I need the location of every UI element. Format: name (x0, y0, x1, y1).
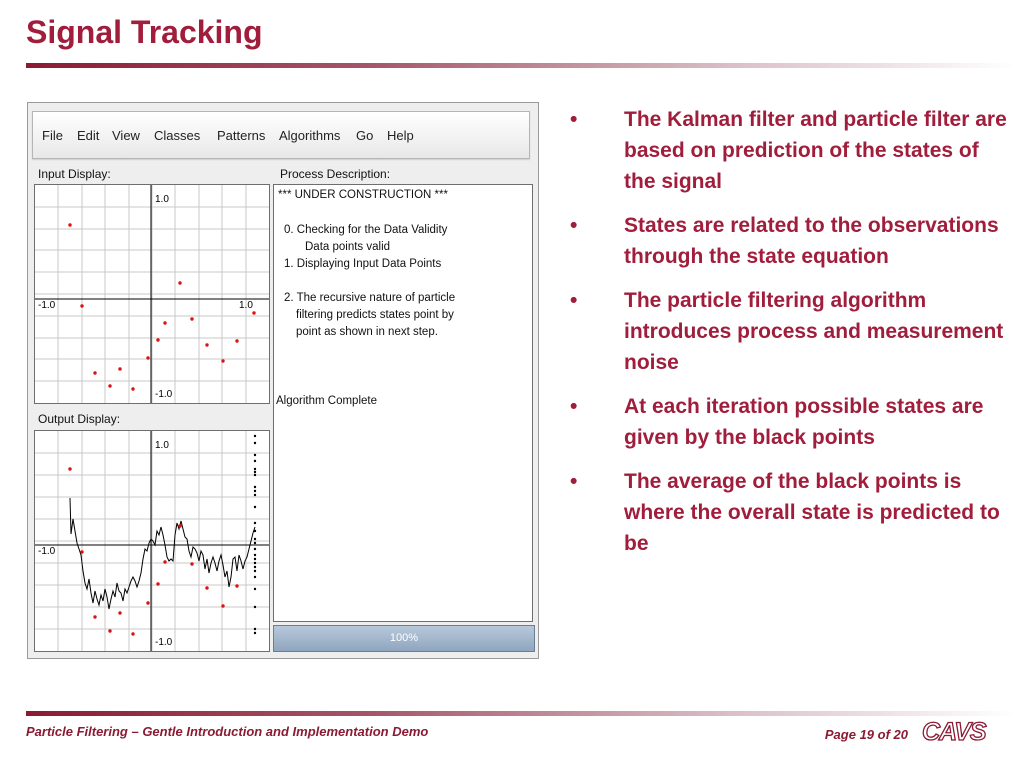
particle (254, 494, 256, 496)
bullet-text: At each iteration possible states are given by the black points (624, 395, 984, 449)
cavs-logo: CAVS (922, 718, 986, 746)
input-point (93, 371, 96, 374)
output-point (108, 629, 111, 632)
footer-presentation-title: Particle Filtering – Gentle Introduction and Implementation Demo (26, 724, 429, 739)
output-grid (35, 431, 269, 651)
output-point (131, 632, 134, 635)
bullet-dot: • (570, 470, 578, 493)
progress-label: 100% (389, 632, 419, 644)
bullet-dot: • (570, 214, 578, 237)
menu-file[interactable]: File (42, 128, 63, 143)
particle-points (254, 435, 256, 634)
input-point (156, 338, 159, 341)
bullet-item-1 (570, 104, 1010, 197)
particle (254, 632, 256, 634)
bullet-text: The average of the black points is where the overall state is predicted to be (624, 470, 1000, 555)
process-line-step0: 0. Checking for the Data Validity (284, 224, 448, 236)
tracked-state-line (70, 498, 255, 609)
particle (254, 506, 256, 508)
bullet-text: The Kalman filter and particle filter are based on prediction of the states of the signal (624, 108, 1007, 193)
input-point (252, 311, 255, 314)
particle (254, 538, 256, 540)
process-line-valid: Data points valid (305, 241, 391, 253)
process-line-step1: 1. Displaying Input Data Points (284, 258, 442, 270)
particle (254, 522, 256, 524)
particle (254, 486, 256, 488)
particle (254, 490, 256, 492)
particle (254, 435, 256, 437)
output-point (163, 560, 166, 563)
bullet-item-5 (570, 466, 1010, 559)
menu-bar (32, 111, 530, 159)
output-point (156, 582, 159, 585)
process-description-label: Process Description: (280, 167, 391, 181)
input-point (146, 356, 149, 359)
bullet-dot: • (570, 108, 578, 131)
input-grid (35, 185, 269, 403)
particle (254, 558, 256, 560)
menu-patterns[interactable]: Patterns (217, 128, 266, 143)
input-point (205, 343, 208, 346)
process-line-step2: 2. The recursive nature of particle (284, 292, 456, 304)
input-point (118, 367, 121, 370)
input-tick-top: 1.0 (155, 194, 169, 205)
particle (254, 442, 256, 444)
bullet-list (570, 104, 1010, 572)
particle (254, 566, 256, 568)
particle (254, 576, 256, 578)
output-tick-top: 1.0 (155, 440, 169, 451)
output-tick-bottom: -1.0 (155, 637, 173, 648)
process-line-step2c: point as shown in next step. (296, 326, 438, 338)
output-point (235, 584, 238, 587)
particle (254, 542, 256, 544)
menu-go[interactable]: Go (356, 128, 374, 143)
input-point (80, 304, 83, 307)
input-point (108, 384, 111, 387)
particle (254, 474, 256, 476)
input-display-plot (34, 184, 270, 404)
input-plot-svg (35, 185, 269, 403)
output-point (205, 586, 208, 589)
process-line-step2b: filtering predicts states point by (296, 309, 454, 321)
bullet-item-2 (570, 210, 1010, 272)
input-point (131, 387, 134, 390)
particle (254, 454, 256, 456)
menu-algorithms[interactable]: Algorithms (279, 128, 341, 143)
footer-page-number: Page 19 of 20 (824, 727, 908, 742)
bullet-item-3 (570, 285, 1010, 378)
output-plot-svg (35, 431, 269, 651)
output-point (68, 467, 71, 470)
output-display-plot (34, 430, 270, 652)
particle (254, 570, 256, 572)
particle (254, 606, 256, 608)
input-tick-bottom: -1.0 (155, 389, 173, 400)
input-point (68, 223, 71, 226)
output-display-label: Output Display: (38, 412, 121, 426)
particle (254, 471, 256, 473)
process-line-header: *** UNDER CONSTRUCTION *** (278, 189, 448, 201)
input-point (163, 321, 166, 324)
output-point (146, 601, 149, 604)
bullet-dot: • (570, 395, 578, 418)
output-data-points (68, 467, 238, 635)
particle (254, 530, 256, 532)
output-point (178, 524, 181, 527)
input-point (221, 359, 224, 362)
particle (254, 562, 256, 564)
menu-classes[interactable]: Classes (154, 128, 201, 143)
particle (254, 460, 256, 462)
bullet-text: The particle filtering algorithm introduces process and measurement noise (624, 289, 1004, 374)
particle (254, 548, 256, 550)
output-point (221, 604, 224, 607)
particle (254, 628, 256, 630)
menu-view[interactable]: View (112, 128, 140, 143)
output-point (93, 615, 96, 618)
input-point (235, 339, 238, 342)
input-data-points (68, 223, 255, 390)
bullet-text: States are related to the observations through the state equation (624, 214, 999, 268)
progress-bar (273, 625, 535, 652)
footer-rule (26, 711, 1016, 716)
app-window (27, 102, 539, 659)
title-rule (26, 63, 1016, 68)
menu-help[interactable]: Help (387, 128, 414, 143)
output-point (118, 611, 121, 614)
input-tick-right: 1.0 (239, 300, 253, 311)
particle (254, 588, 256, 590)
output-tick-left: -1.0 (38, 546, 56, 557)
input-display-label: Input Display: (38, 167, 111, 181)
input-point (178, 281, 181, 284)
algorithm-complete-text: Algorithm Complete (276, 395, 377, 407)
output-point (80, 550, 83, 553)
particle (254, 468, 256, 470)
particle (254, 554, 256, 556)
slide-title: Signal Tracking (26, 14, 263, 50)
menu-edit[interactable]: Edit (77, 128, 100, 143)
input-point (190, 317, 193, 320)
bullet-dot: • (570, 289, 578, 312)
output-point (190, 562, 193, 565)
bullet-item-4 (570, 391, 1010, 453)
input-tick-left: -1.0 (38, 300, 56, 311)
